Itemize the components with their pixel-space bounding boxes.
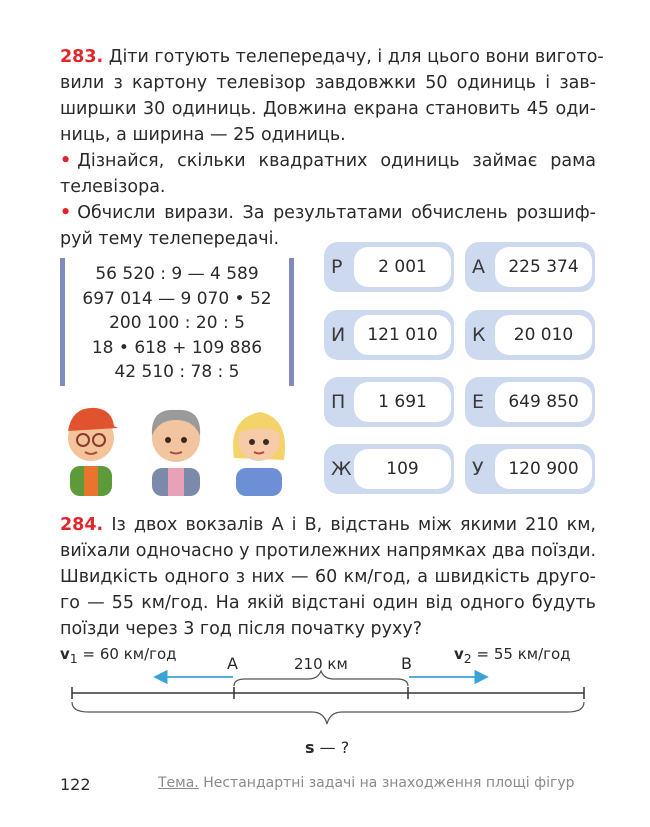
problem-284-line: 284. Із двох вокзалів А і В, відстань між якими 210 км, — [60, 515, 596, 535]
theme-text: Нестандартні задачі на знаходження площі фігур — [203, 775, 575, 791]
theme-footer — [158, 775, 575, 791]
task-1-line: • Дізнайся, скільки квадратних одиниць займає рама — [60, 151, 596, 171]
problem-284-number: 284. — [60, 515, 104, 535]
theme-label: Тема. — [158, 775, 199, 791]
cipher-value: 2 001 — [354, 247, 451, 287]
velocity-1-label: $v_1 = 60$ км/год — [60, 645, 177, 666]
problem-283-line: ниць, а ширина — 25 одиниць. — [60, 125, 346, 145]
cipher-value: 109 — [354, 449, 451, 489]
expression: 697 014 — 9 070 • 52 — [82, 288, 272, 309]
expression: 200 100 : 20 : 5 — [109, 313, 245, 333]
problem-283-line: ширшки 30 одиниць. Довжина екрана становить 45 оди- — [60, 99, 596, 119]
cipher-letter: А — [472, 256, 485, 278]
cipher-value: 1 691 — [354, 382, 451, 422]
cipher-letter: У — [472, 458, 484, 480]
expression: 42 510 : 78 : 5 — [114, 362, 240, 382]
problem-283-line: вили з картону телевізор завдовжки 50 одиниць і зав- — [60, 73, 596, 93]
problem-284-line: Швидкість одного з них — 60 км/год, а швидкість друго- — [60, 567, 596, 587]
cipher-value: 20 010 — [495, 315, 592, 355]
task-2-line: руй тему телепередачі. — [60, 229, 280, 249]
cipher-value: 225 374 — [495, 247, 592, 287]
cipher-letter: Е — [472, 391, 485, 413]
bullet-icon: • — [60, 151, 72, 171]
cipher-letter: К — [472, 324, 486, 346]
bullet-icon: • — [60, 203, 72, 223]
problem-283-number: 283. — [60, 47, 104, 67]
cipher-letter: И — [331, 324, 346, 346]
problem-283-line: 283. Діти готують телепередачу, і для цього вони вигото- — [60, 47, 604, 67]
problem-284-line: виїхали одночасно у протилежних напрямках два поїзди. — [60, 541, 597, 561]
page-number: 122 — [60, 775, 91, 794]
cipher-letter: Р — [331, 256, 343, 278]
task-1-line: телевізора. — [60, 177, 166, 197]
velocity-2-label: $v_2 = 55$ км/год — [454, 645, 571, 666]
track-line — [72, 687, 584, 699]
expression: 56 520 : 9 — 4 589 — [95, 264, 259, 284]
point-a-label: А — [227, 654, 238, 673]
problem-284-line: поїзди через 3 год після початку руху? — [60, 619, 423, 639]
cipher-letter: П — [331, 391, 346, 413]
cipher-value: 121 010 — [354, 315, 451, 355]
problem-284-line: го — 55 км/год. На якій відстані один від одного будуть — [60, 593, 596, 613]
task-2-line: • Обчисли вирази. За результатами обчислень розшиф- — [60, 203, 596, 223]
expression: 18 • 618 + 109 886 — [91, 337, 263, 358]
cipher-letter: Ж — [331, 458, 352, 480]
unknown-distance-label: s — ? — [305, 738, 350, 757]
distance-label: 210 км — [294, 655, 348, 673]
cipher-value: 649 850 — [495, 382, 592, 422]
bottom-brace-icon — [72, 702, 584, 724]
top-brace-icon — [234, 671, 408, 686]
cipher-value: 120 900 — [495, 449, 592, 489]
point-b-label: В — [401, 654, 412, 673]
